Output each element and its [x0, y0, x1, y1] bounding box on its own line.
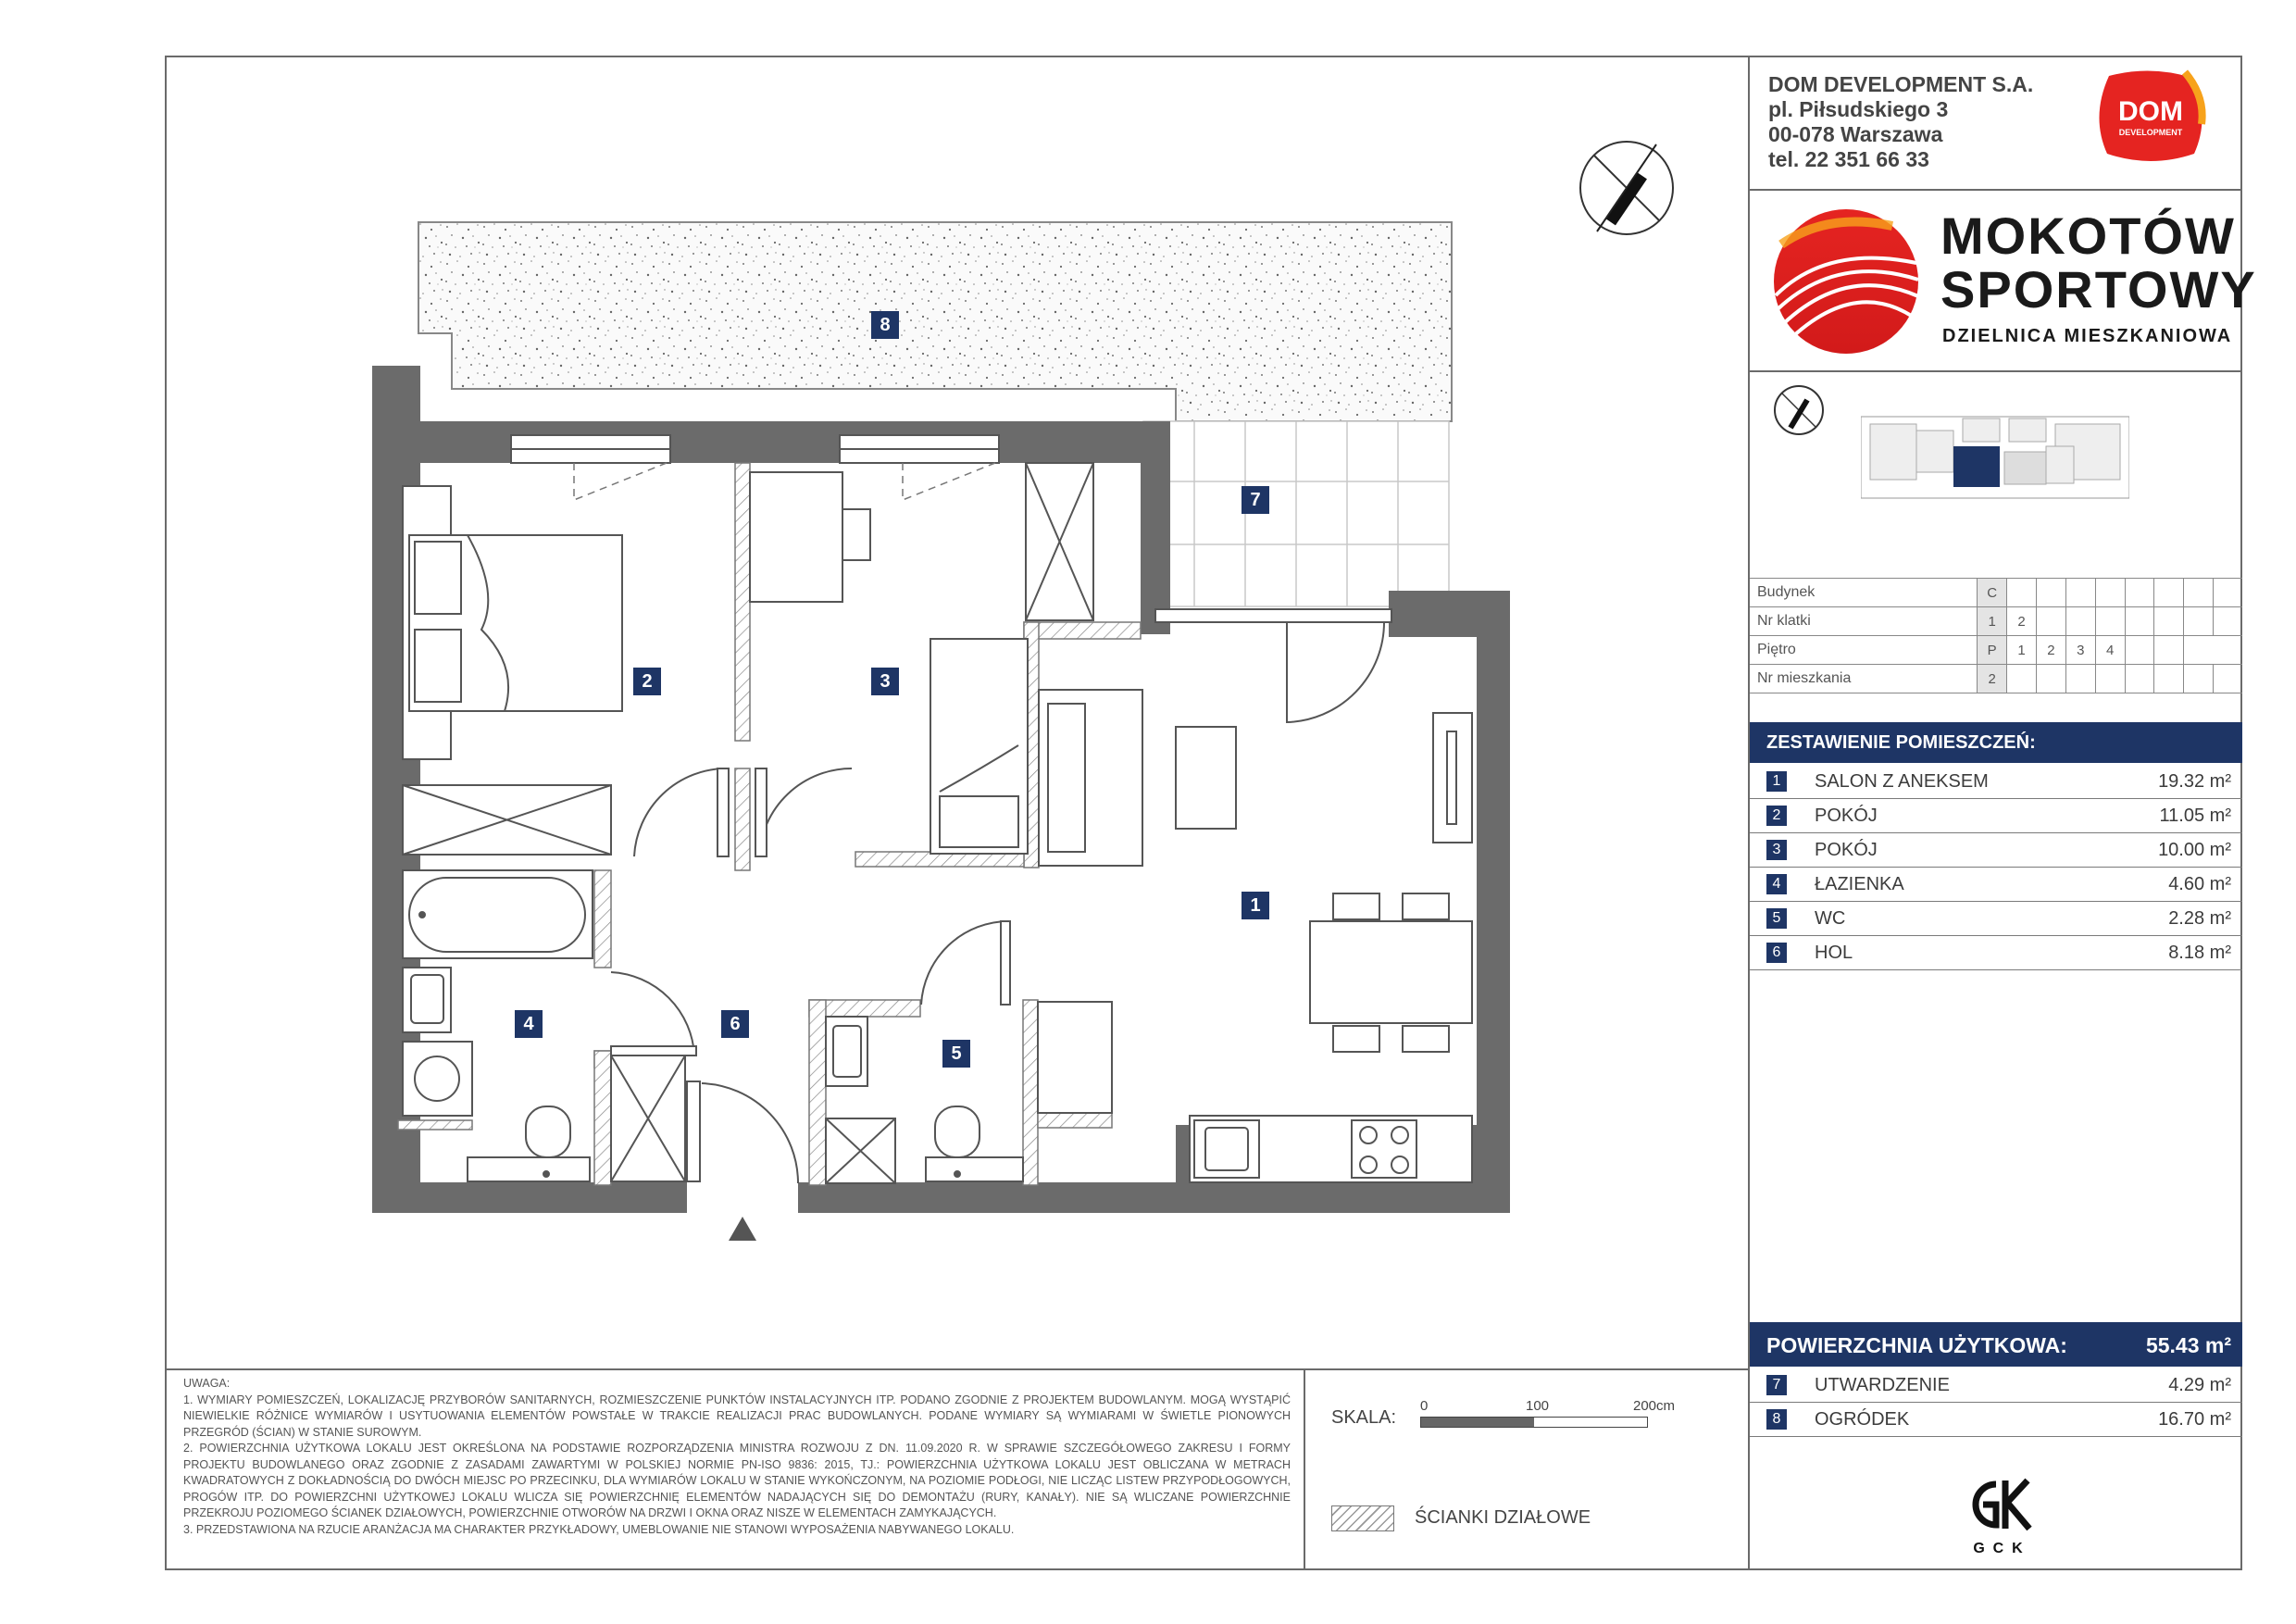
room-area: 19.32 m² [2158, 771, 2231, 792]
info-cell: 2 [2036, 636, 2065, 665]
divider [1750, 370, 2242, 372]
room-number: 3 [1766, 840, 1787, 860]
room-name: POKÓJ [1815, 806, 1878, 826]
room-row [1750, 936, 2242, 970]
info-cell: P [1978, 636, 2007, 665]
scale-tick-200: 200cm [1633, 1398, 1676, 1414]
info-label: Nr mieszkania [1750, 665, 1978, 693]
extra-row [1750, 1368, 2242, 1403]
room-area: 8.18 m² [2168, 943, 2231, 963]
dom-logo-subtext: DEVELOPMENT [2118, 128, 2183, 137]
room-row [1750, 833, 2242, 868]
project-subtitle: DZIELNICA MIESZKANIOWA [1942, 326, 2233, 346]
apartment-info-table [1750, 578, 2242, 693]
project-name [1940, 206, 2257, 319]
room-number: 1 [1766, 771, 1787, 792]
room-row [1750, 902, 2242, 936]
terrace-door [1155, 609, 1391, 622]
notes-divider [165, 1368, 1748, 1370]
extra-name: OGRÓDEK [1815, 1409, 1910, 1430]
room-name: ŁAZIENKA [1815, 874, 1904, 894]
partition-legend-label: ŚCIANKI DZIAŁOWE [1415, 1507, 1591, 1528]
note-3: 3. PRZEDSTAWIONA NA RZUCIE ARANŻACJA MA CHARAKTER PRZYKŁADOWY, UMEBLOWANIE NIE STANOWI WYPOSAŻENIA NABYWANEGO LOKALU. [183, 1522, 1015, 1536]
company-street: pl. Piłsudskiego 3 [1768, 97, 1949, 121]
bed [403, 486, 622, 855]
garden-area [418, 222, 1452, 421]
rooms-header-text: ZESTAWIENIE POMIESZCZEŃ: [1766, 732, 2036, 753]
company-name: DOM DEVELOPMENT S.A. [1768, 72, 2034, 96]
plan-label-8: 8 [871, 311, 899, 339]
company-phone: tel. 22 351 66 33 [1768, 147, 1929, 171]
extra-number: 8 [1766, 1409, 1787, 1430]
room-area: 10.00 m² [2158, 840, 2231, 860]
room-row [1750, 765, 2242, 799]
extra-name: UTWARDZENIE [1815, 1375, 1950, 1395]
key-plan [1861, 407, 2129, 500]
info-cell: 2 [2007, 607, 2037, 636]
bathroom-fixtures [403, 870, 685, 1181]
room-name: HOL [1815, 943, 1853, 963]
keyplan-compass-icon [1772, 383, 1826, 437]
plan-label-7: 7 [1242, 486, 1269, 514]
terrace-area [1143, 421, 1449, 606]
info-row-mieszkanie [1750, 665, 2242, 693]
room-number: 6 [1766, 943, 1787, 963]
info-cell: C [1978, 579, 2007, 607]
company-city: 00-078 Warszawa [1768, 122, 1943, 146]
plan-label-2: 2 [633, 668, 661, 695]
extra-number: 7 [1766, 1375, 1787, 1395]
usable-area-label: POWIERZCHNIA UŻYTKOWA: [1766, 1333, 2067, 1357]
living-furniture [1038, 690, 1472, 1182]
info-label: Budynek [1750, 579, 1978, 607]
dom-development-logo [2092, 69, 2209, 165]
room-number: 4 [1766, 874, 1787, 894]
notes [183, 1376, 1291, 1538]
divider [1750, 189, 2242, 191]
scale-tick-0: 0 [1420, 1398, 1429, 1414]
usable-area-value: 55.43 m² [2145, 1333, 2231, 1357]
info-panel [1748, 56, 2257, 1570]
room-area: 4.60 m² [2168, 874, 2231, 894]
dom-logo-text: DOM [2118, 96, 2183, 127]
partition-legend-swatch [1331, 1505, 1394, 1531]
wc-fixtures [826, 1017, 1023, 1183]
room-area: 11.05 m² [2159, 806, 2231, 826]
entrance-arrow [729, 1217, 756, 1241]
gck-letters: G C K [1973, 1541, 2023, 1556]
room-row [1750, 799, 2242, 833]
scale-box [1304, 1368, 1748, 1570]
plan-label-4: 4 [515, 1010, 543, 1038]
project-name-line1: MOKOTÓW [1940, 206, 2236, 265]
plan-label-1: 1 [1242, 892, 1269, 919]
compass-icon [1576, 137, 1678, 239]
mokotow-sportowy-logo [1772, 207, 1920, 356]
gck-logo [1952, 1477, 2044, 1542]
note-2: 2. POWIERZCHNIA UŻYTKOWA LOKALU JEST OKREŚLONA NA PODSTAWIE ROZPORZĄDZENIA MINISTRA ROZWOJU Z DN. 11.09.2020 R. W SPRAWIE SZCZEGÓŁOWEGO ZAKRESU I FORMY PROJEKTU BUDOWLANEGO ORAZ ZGODNIE Z ZASADAMI ZAWARTYMI W POLSKIEJ NORMIE PN-ISO 9836: 2015, TJ.: POWIERZCHNIA UŻYTKOWA LOKALU JEST OBLICZANA W METRACH KWADRATOWYCH Z DOKŁADNOŚCIĄ DO DWÓCH MIEJSC PO PRZECINKU, DLA WYMIARÓW LOKALU W STANIE WYKOŃCZONYM, NA POZIOMIE PODŁOGI, NIE LICZĄC LISTEW PRZYPODŁOGOWYCH, PROGÓW ITP. DO POWIERZCHNI UŻYTKOWEJ LOKALU WLICZA SIĘ POWIERZCHNIĘ ELEMENTÓW NADAJĄCYCH SIĘ DO DEMONTAŻU (RURY, KANAŁY). NIE SĄ WLICZANE POWIERZCHNIE PRZEKROJU POZIOMEGO ŚCIANEK DZIAŁOWYCH, POWIERZCHNIE OTWORÓW NA DRZWI I OKNA ORAZ NISZE W ELEMENTACH ZAMYKAJĄCYCH. [183, 1442, 1291, 1519]
scale-label: SKALA: [1331, 1407, 1397, 1428]
room-number: 2 [1766, 806, 1787, 826]
extra-area: 4.29 m² [2168, 1375, 2231, 1395]
usable-area-bar [1750, 1322, 2242, 1367]
plan-label-6: 6 [721, 1010, 749, 1038]
room-name: POKÓJ [1815, 840, 1878, 860]
room-number: 5 [1766, 908, 1787, 929]
notes-title: UWAGA: [183, 1377, 231, 1390]
info-cell: 1 [1978, 607, 2007, 636]
info-cell: 3 [2065, 636, 2095, 665]
extra-row [1750, 1403, 2242, 1437]
company-address [1768, 72, 2033, 172]
info-row-pietro [1750, 636, 2242, 665]
room-area: 2.28 m² [2168, 908, 2231, 929]
room-row [1750, 868, 2242, 902]
room-name: WC [1815, 908, 1846, 929]
info-label: Nr klatki [1750, 607, 1978, 636]
room-name: SALON Z ANEKSEM [1815, 771, 1989, 792]
project-name-line2: SPORTOWY [1940, 260, 2257, 319]
info-label: Piętro [1750, 636, 1978, 665]
scale-bar [1420, 1417, 1648, 1428]
plan-label-5: 5 [942, 1040, 970, 1068]
info-row-klatka [1750, 607, 2242, 636]
scale-tick-100: 100 [1526, 1398, 1550, 1414]
info-row-budynek [1750, 579, 2242, 607]
info-cell: 1 [2007, 636, 2037, 665]
info-cell: 4 [2095, 636, 2125, 665]
plan-label-3: 3 [871, 668, 899, 695]
info-cell: 2 [1978, 665, 2007, 693]
rooms-header [1750, 722, 2242, 763]
note-1: 1. WYMIARY POMIESZCZEŃ, LOKALIZACJĘ PRZYBORÓW SANITARNYCH, ROZMIESZCZENIE PUNKTÓW INSTALACYJNYCH ITP. PODANO ZGODNIE Z PROJEKTEM BUDOWLANYM. MOGĄ WYSTĄPIĆ NIEWIELKIE RÓŻNICE WYMIARÓW I USYTUOWANIA ELEMENTÓW POWSTAŁE W TRAKCIE REALIZACJI PRAC BUDOWLANYCH. PODANE WYMIARY SĄ WYMIARAMI W ŚWIETLE PIONOWYCH PRZEGRÓD (ŚCIAN) W STANIE SUROWYM. [183, 1393, 1291, 1439]
extra-area: 16.70 m² [2158, 1409, 2231, 1430]
